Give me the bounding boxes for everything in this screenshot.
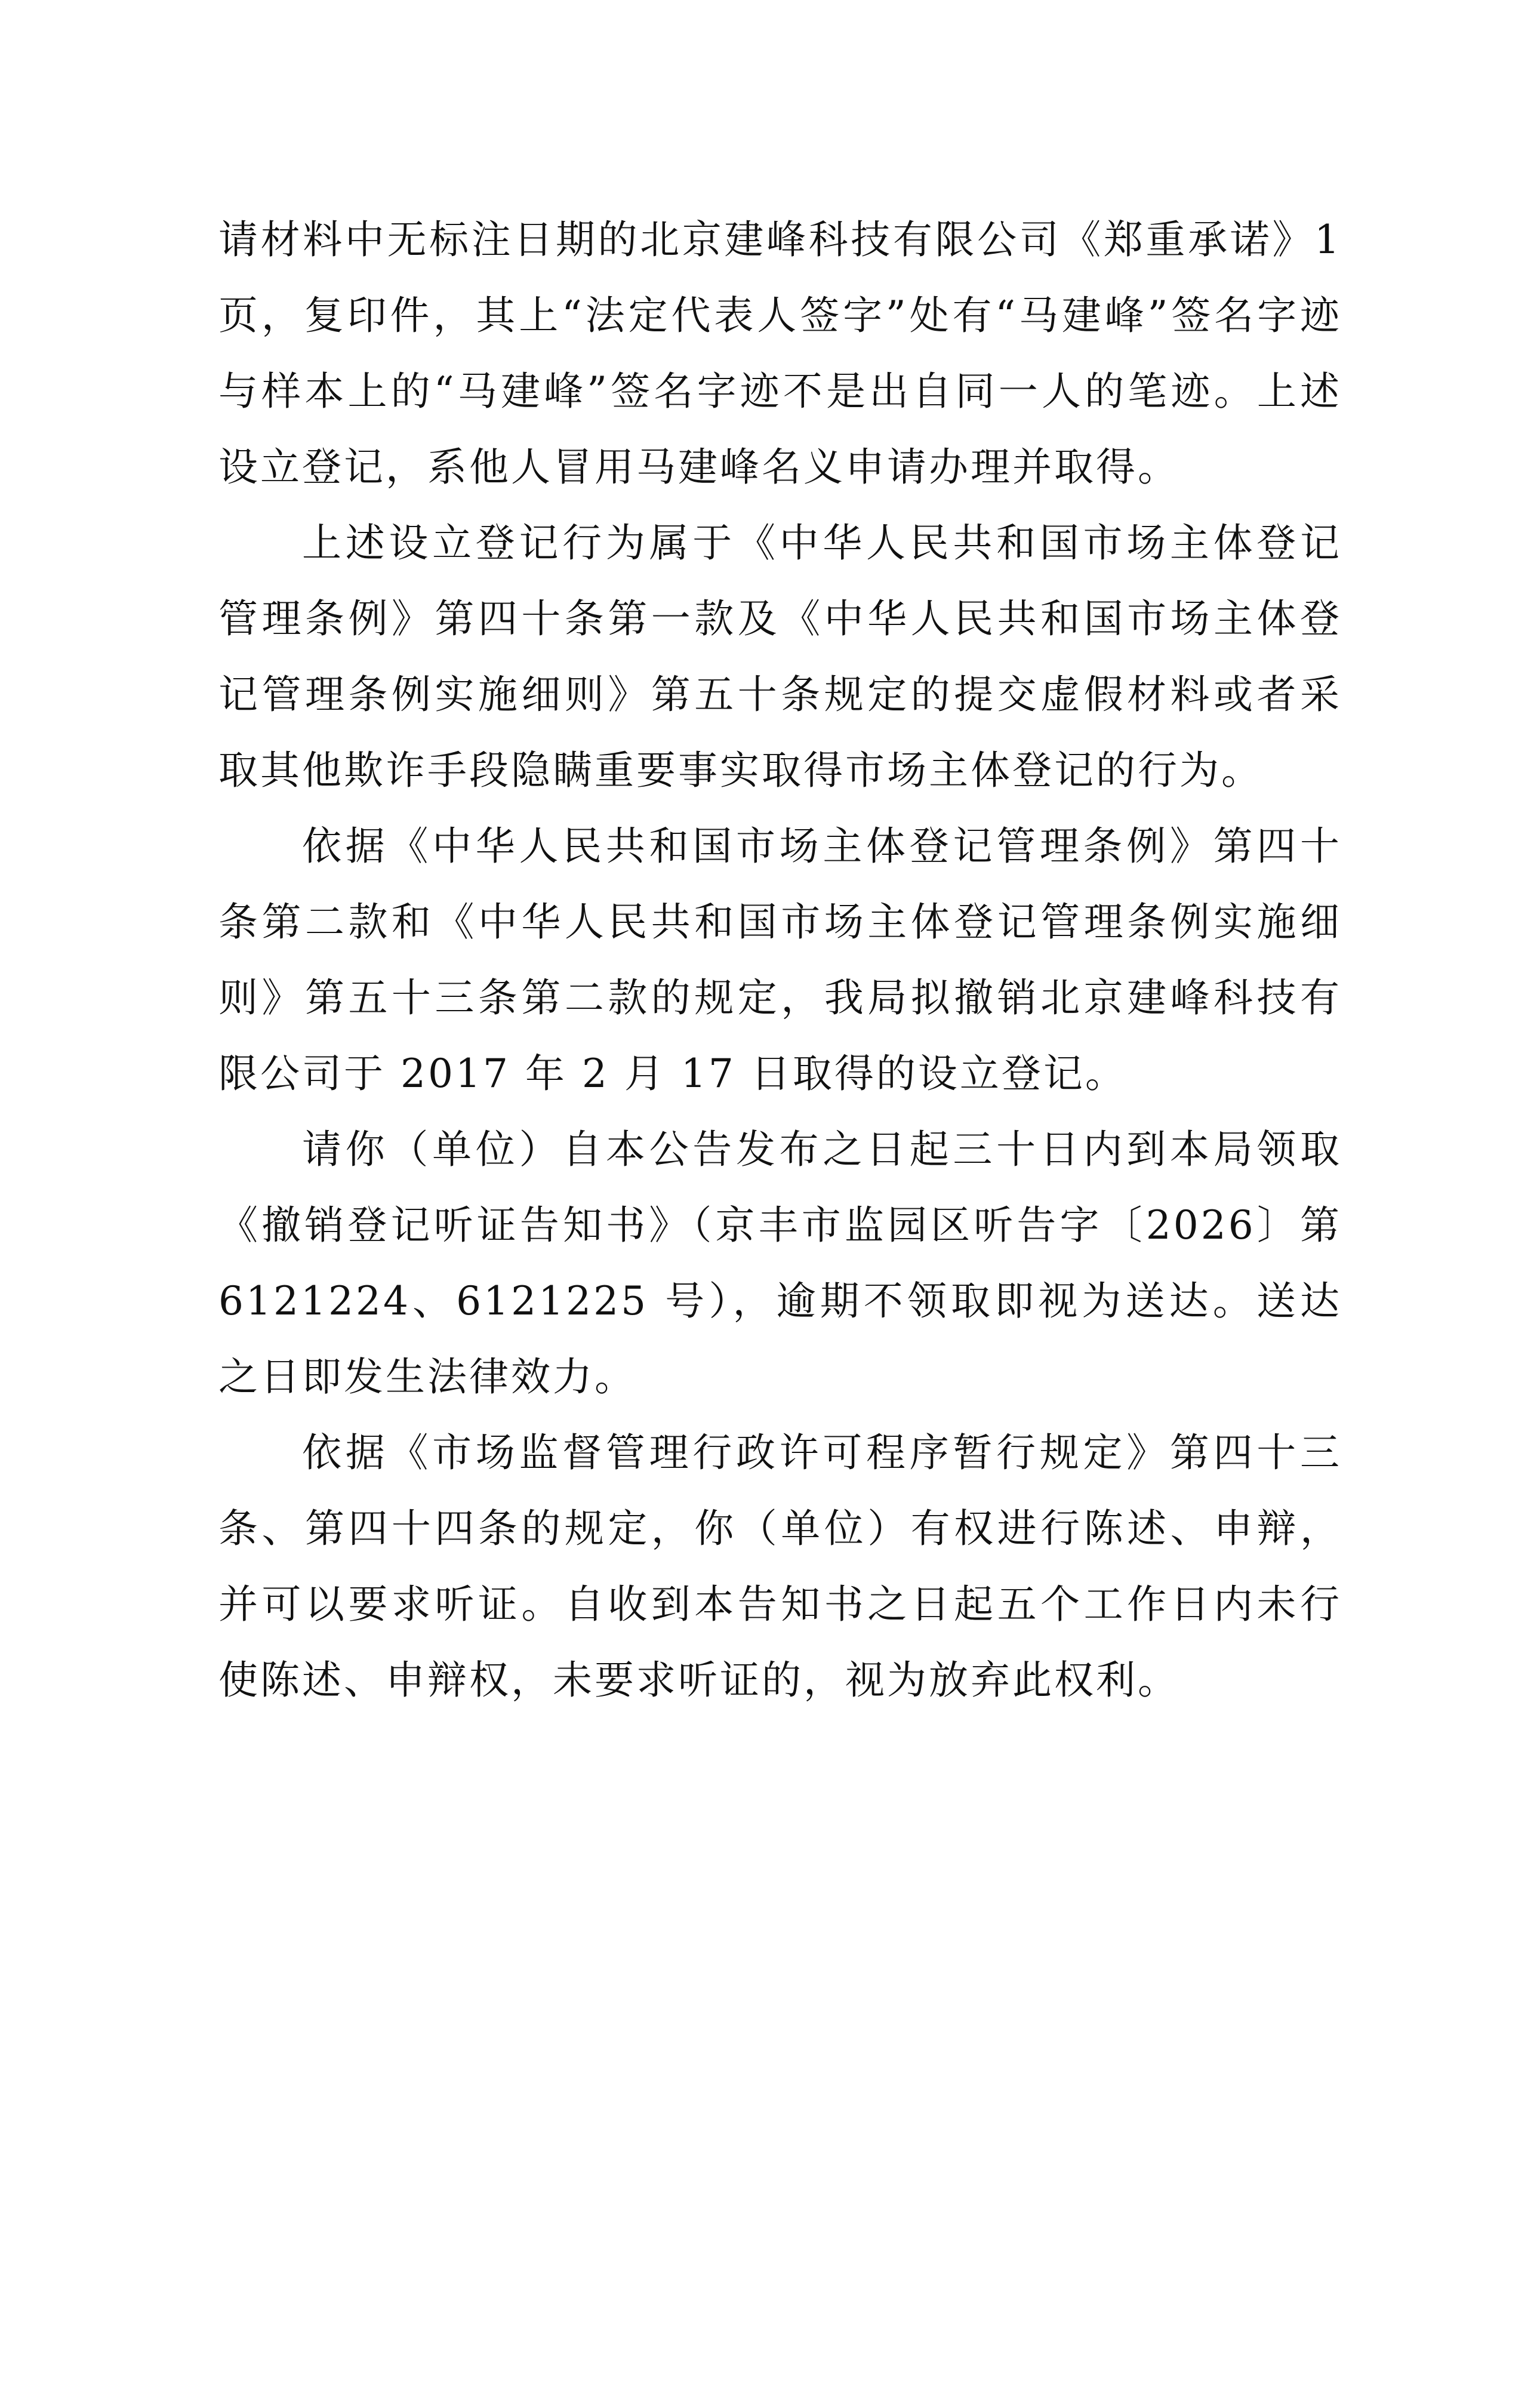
document-body [218,202,1342,1718]
paragraph-4: 请你（单位）自本公告发布之日起三十日内到本局领取《撤销登记听证告知书》（京丰市监园区听告字〔2026〕第 6121224、6121225 号），逾期不领取即视为送达。送达之日即发生法律效力。 [218,1126,1342,1400]
paragraph-5: 依据《市场监督管理行政许可程序暂行规定》第四十三条、第四十四条的规定，你（单位）有权进行陈述、申辩，并可以要求听证。自收到本告知书之日起五个工作日内未行使陈述、申辩权，未要求听证的，视为放弃此权利。 [218,1430,1342,1703]
paragraph-1: 请材料中无标注日期的北京建峰科技有限公司《郑重承诺》1页，复印件，其上“法定代表人签字”处有“马建峰”签名字迹与样本上的“马建峰”签名字迹不是出自同一人的笔迹。上述设立登记，系他人冒用马建峰名义申请办理并取得。 [218,217,1342,490]
paragraph-2: 上述设立登记行为属于《中华人民共和国市场主体登记管理条例》第四十条第一款及《中华人民共和国市场主体登记管理条例实施细则》第五十条规定的提交虚假材料或者采取其他欺诈手段隐瞒重要事实取得市场主体登记的行为。 [218,520,1342,793]
paragraph-3: 依据《中华人民共和国市场主体登记管理条例》第四十条第二款和《中华人民共和国市场主体登记管理条例实施细则》第五十三条第二款的规定，我局拟撤销北京建峰科技有限公司于 2017 年 2 月 17 日取得的设立登记。 [218,823,1342,1097]
